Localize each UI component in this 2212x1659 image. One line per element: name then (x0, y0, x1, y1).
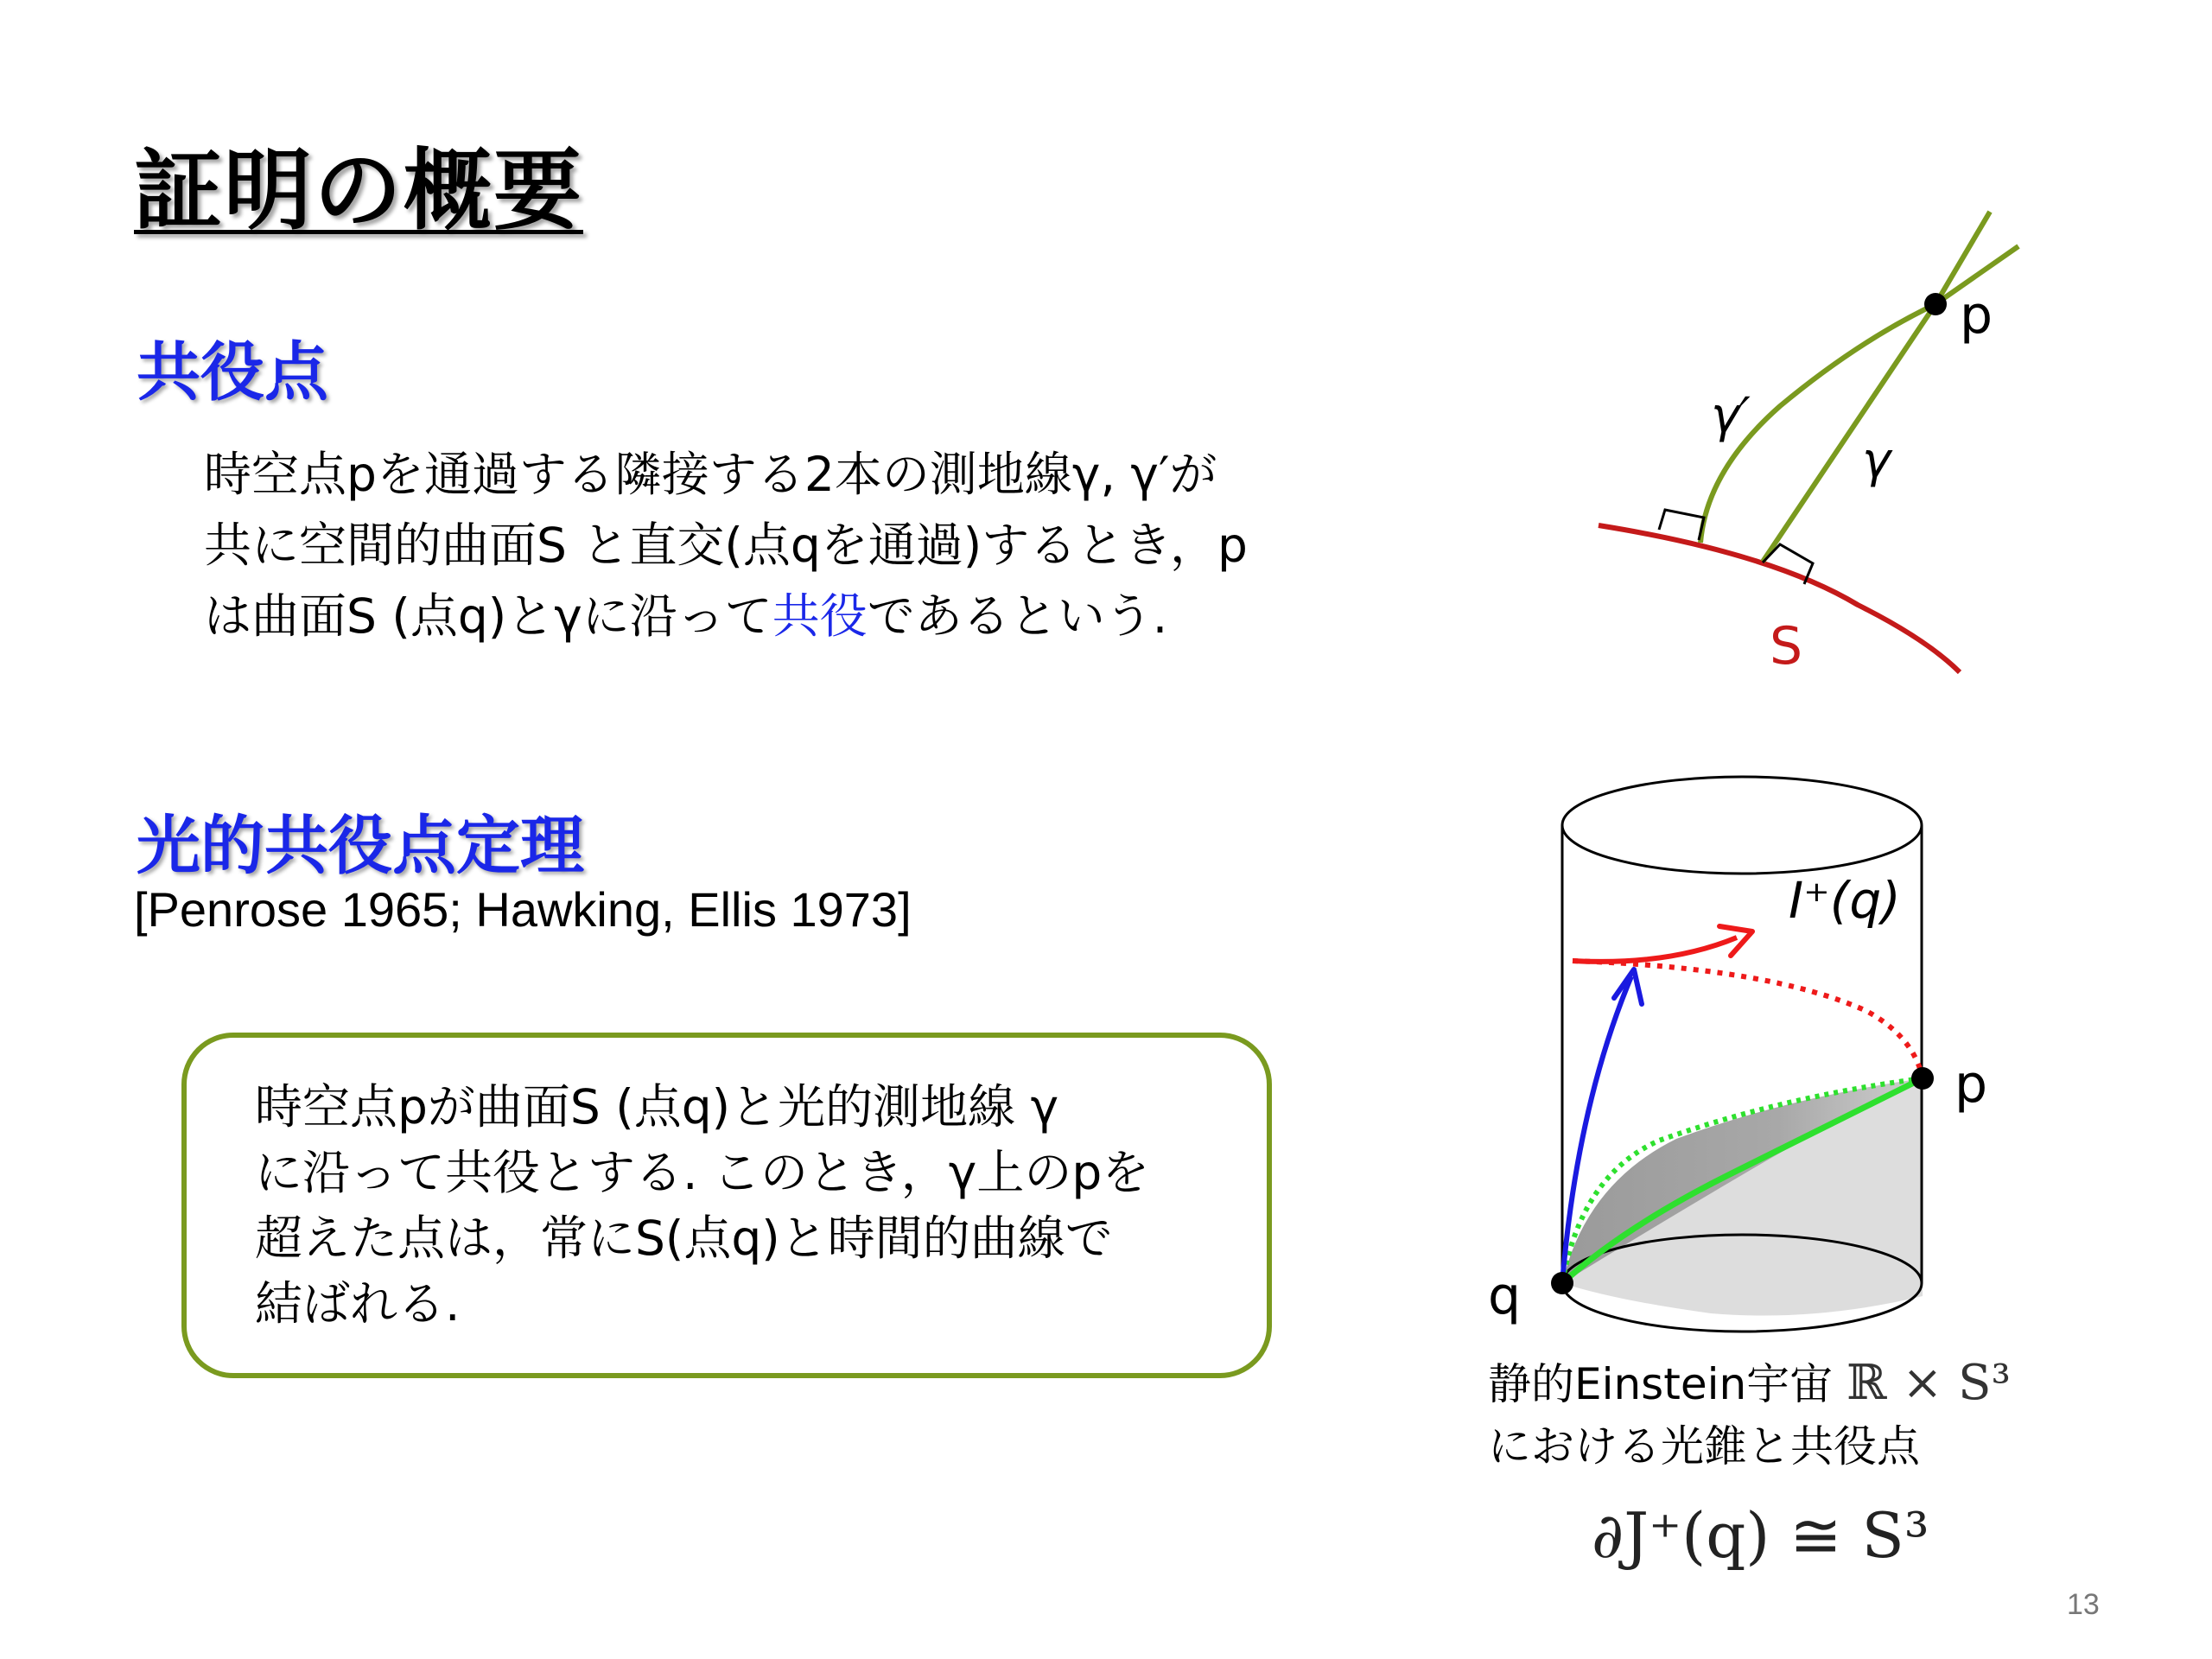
definition-line-1: 時空点pを通過する隣接する2本の測地線γ, γ′が (204, 447, 1217, 502)
page-number: 13 (2067, 1588, 2100, 1621)
conjugate-point-heading: 共役点 (137, 335, 328, 410)
caption-line-2: における光錐と共役点 (1488, 1421, 1920, 1471)
light-cone-boundary-formula: ∂J⁺(q) ≅ S³ (1592, 1499, 1929, 1572)
caption-text-1: 静的Einstein宇宙 (1488, 1359, 1834, 1409)
point-q-dot (1551, 1272, 1573, 1294)
figure-caption (1488, 1352, 2011, 1478)
null-conjugate-theorem-heading: 光的共役点定理 (137, 809, 584, 883)
label-gamma-prime: γ′ (1711, 388, 1751, 444)
conjugate-highlight: 共役 (772, 588, 868, 644)
label-gamma: γ (1862, 433, 1891, 489)
label-s: S (1770, 616, 1803, 677)
label-p: p (1960, 285, 1993, 346)
label-i-plus-q: I⁺(q) (1789, 871, 1901, 930)
definition-line-3-start: は曲面S (点q)とγに沿って (204, 588, 772, 644)
theorem-line-3: 超えた点は，常にS(点q)と時間的曲線で (255, 1211, 1113, 1266)
theorem-line-2: に沿って共役とする. このとき，γ上のpを (255, 1145, 1150, 1200)
caption-line-1 (1488, 1352, 2011, 1415)
definition-line-2: 共に空間的曲面S と直交(点qを通過)するとき，p (204, 518, 1248, 573)
theorem-line-4: 結ばれる. (255, 1276, 461, 1332)
caption-math: ℝ × S³ (1847, 1355, 2011, 1411)
cylinder-top (1562, 777, 1922, 874)
label-q: q (1488, 1266, 1522, 1326)
point-p-dot-2 (1911, 1067, 1934, 1090)
theorem-line-1: 時空点pが曲面S (点q)と光的測地線 γ (255, 1079, 1059, 1135)
future-solid-curve (1573, 938, 1737, 962)
label-p-2: p (1955, 1054, 1988, 1115)
citation: [Penrose 1965; Hawking, Ellis 1973] (134, 882, 912, 937)
definition-line-3-end: であるという. (867, 588, 1168, 644)
slide-title: 証明の概要 (134, 140, 583, 243)
